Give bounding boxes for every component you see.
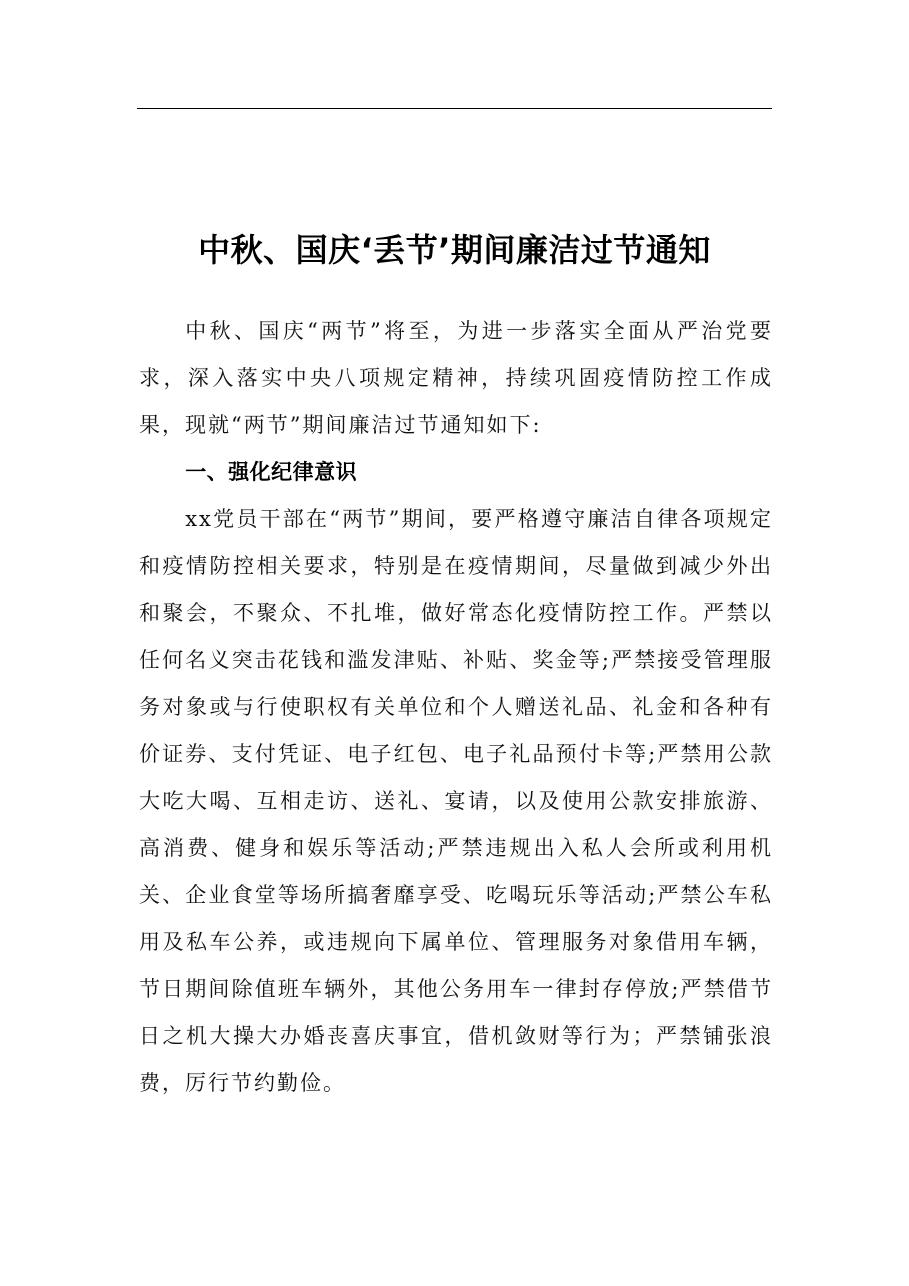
document-body [139, 308, 773, 1107]
header-rule [137, 108, 772, 109]
section-heading: 一、强化纪律意识 [185, 460, 358, 484]
section-paragraph: xx党员干部在“两节”期间，要严格遵守廉洁自律各项规定和疫情防控相关要求，特别是在疫情期间，尽量做到减少外出和聚会，不聚众、不扎堆，做好常态化疫情防控工作。严禁以任何名义突击花钱和滥发津贴、补贴、奖金等;严禁接受管理服务对象或与行使职权有关单位和个人赠送礼品、礼金和各种有价证券、支付凭证、电子红包、电子礼品预付卡等;严禁用公款大吃大喝、互相走访、送礼、宴请，以及使用公款安排旅游、高消费、健身和娱乐等活动;严禁违规出入私人会所或利用机关、企业食堂等场所搞奢靡享受、吃喝玩乐等活动;严禁公车私用及私车公养，或违规向下属单位、管理服务对象借用车辆，节日期间除值班车辆外，其他公务用车一律封存停放;严禁借节日之机大操大办婚丧喜庆事宜，借机敛财等行为；严禁铺张浪费，厉行节约勤俭。 [139, 507, 773, 1095]
intro-paragraph: 中秋、国庆“两节”将至，为进一步落实全面从严治党要求，深入落实中央八项规定精神，持续巩固疫情防控工作成果，现就“两节”期间廉洁过节通知如下: [139, 319, 773, 437]
document-title: 中秋、国庆‘丢节’期间廉洁过节通知 [198, 231, 711, 270]
